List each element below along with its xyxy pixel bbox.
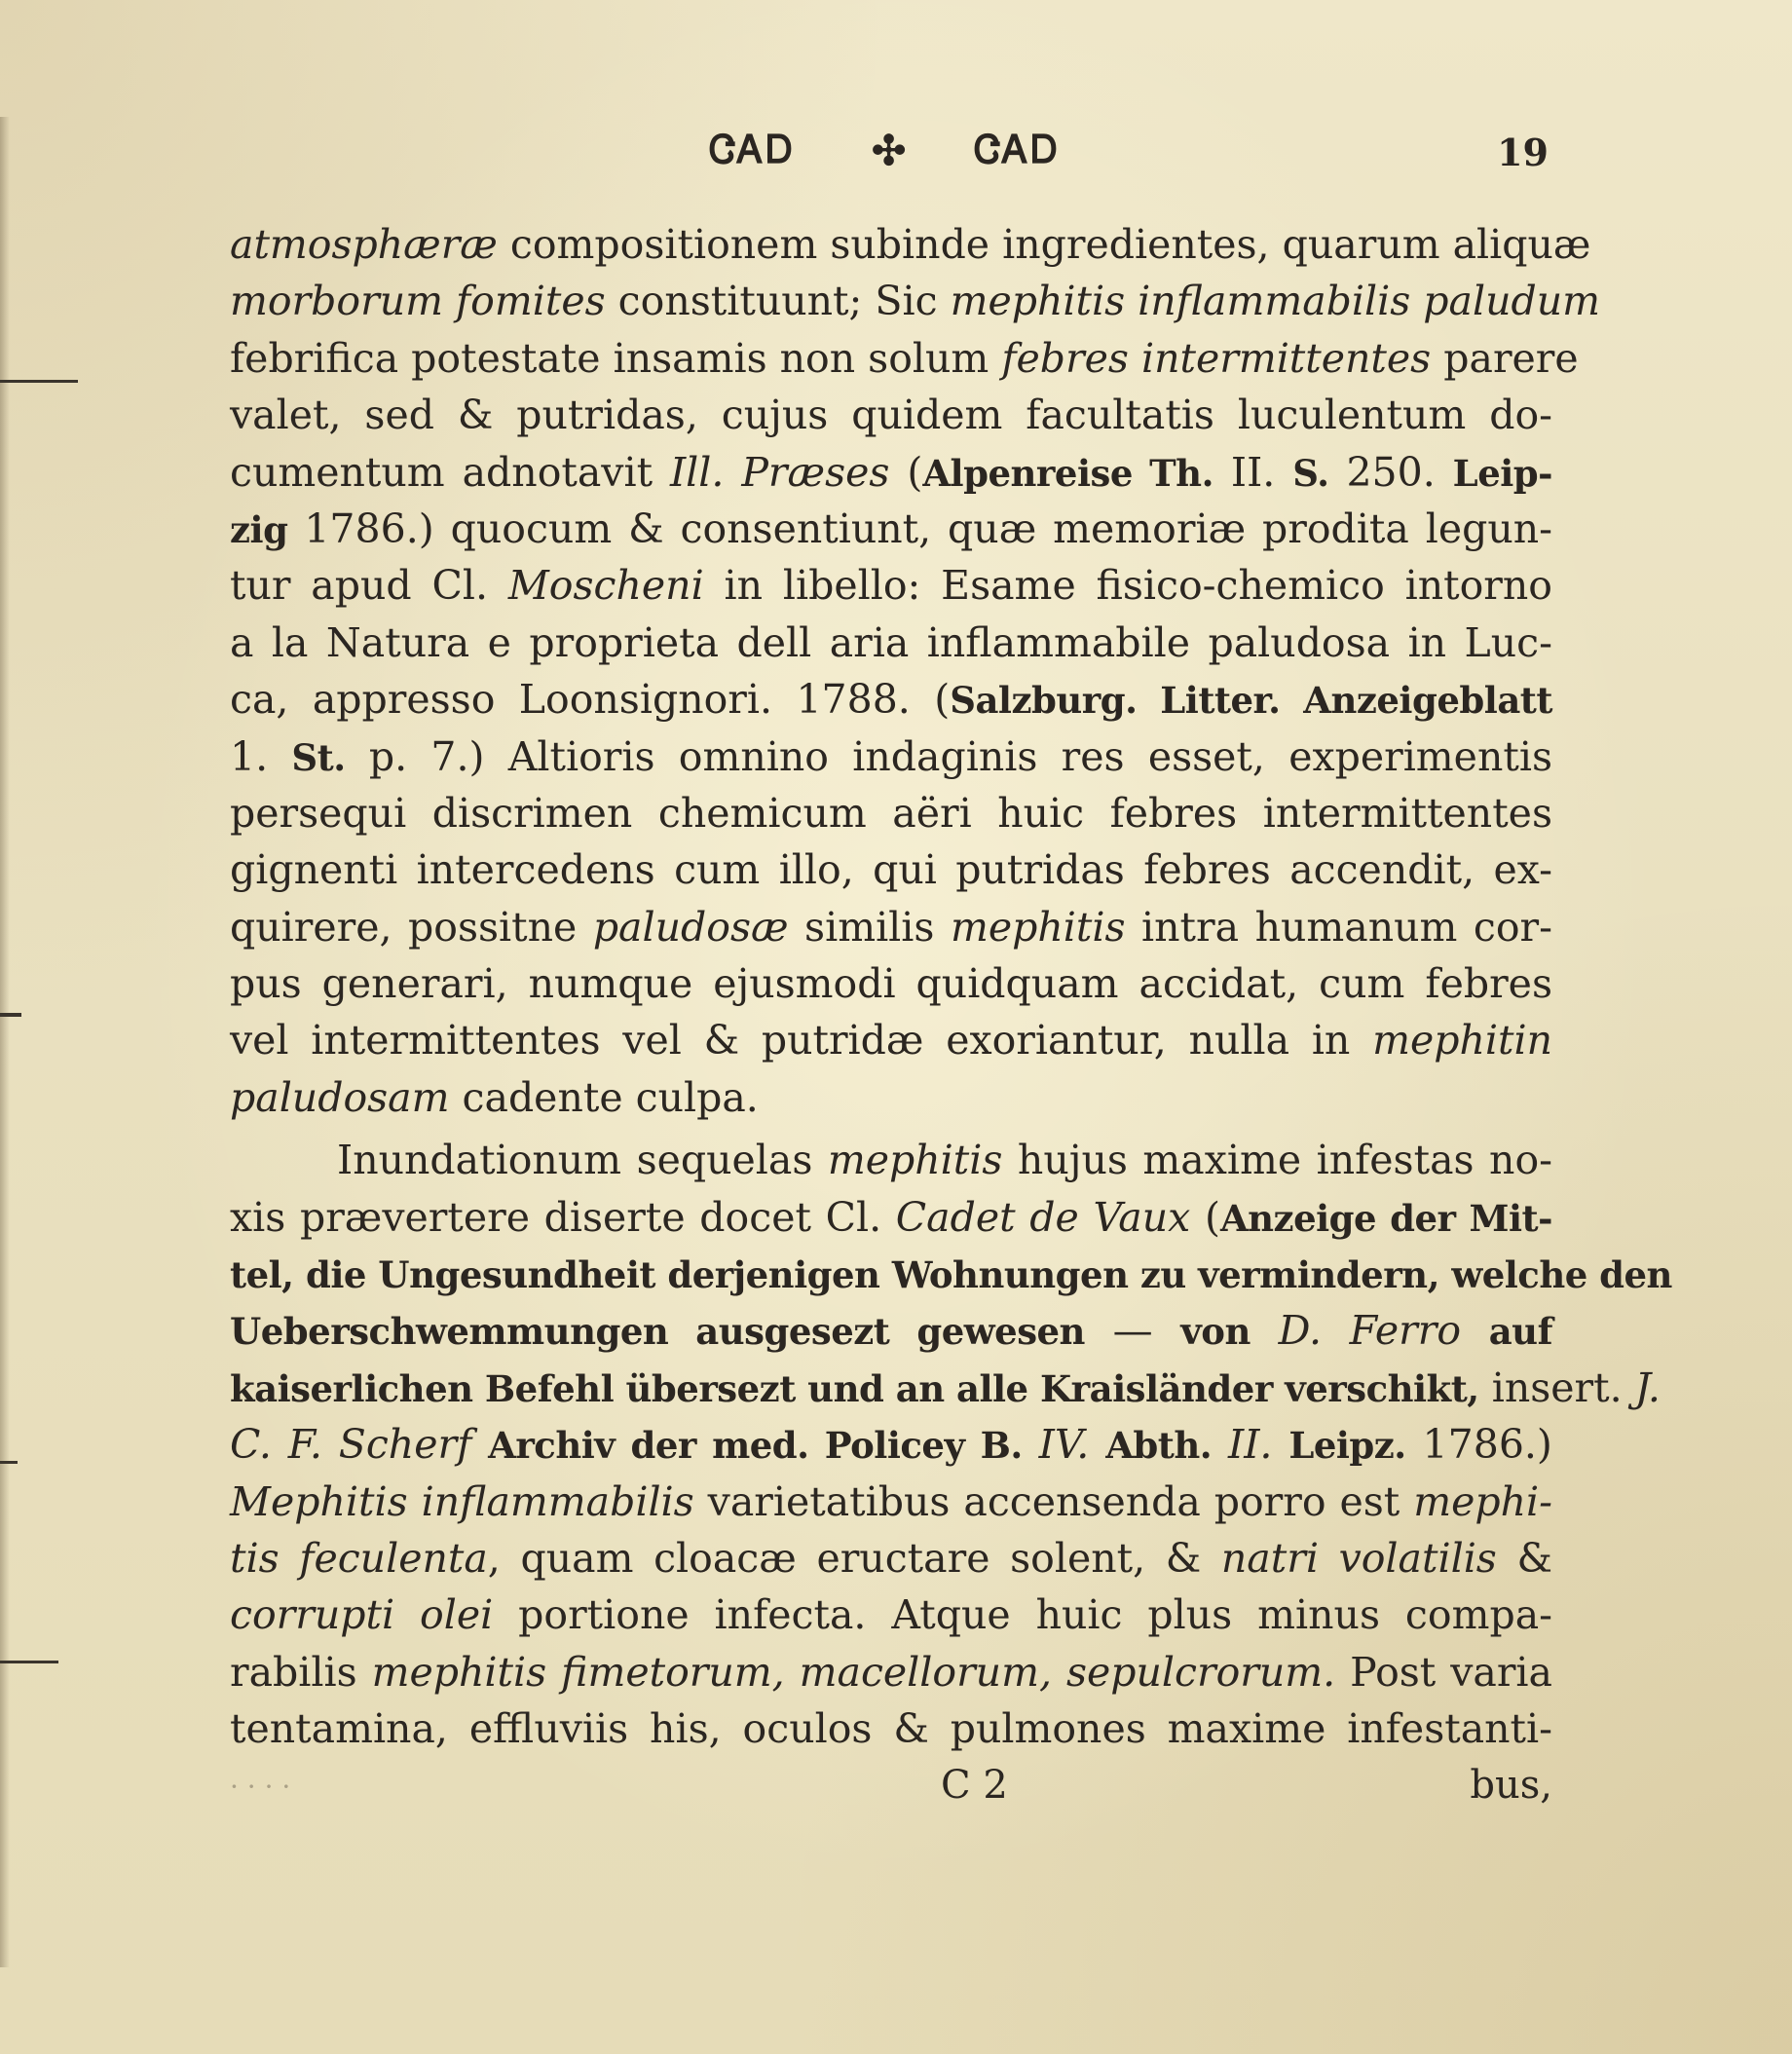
roman-text: persequi discrimen chemicum aëri huic febres intermittentes bbox=[230, 789, 1552, 837]
blackletter-text: Archiv der med. Policey B. bbox=[488, 1424, 1023, 1468]
text-line bbox=[230, 273, 1601, 329]
italic-text: Ill. Præses bbox=[669, 448, 890, 496]
roman-text: cumentum adnotavit bbox=[230, 448, 670, 496]
binding-thread-mark bbox=[0, 1461, 18, 1464]
roman-text: vel intermittentes vel & putridæ exoriantur, nulla in bbox=[230, 1017, 1373, 1064]
text-line bbox=[230, 216, 1591, 273]
roman-text bbox=[1089, 1421, 1105, 1468]
blackletter-text: St. bbox=[291, 735, 346, 779]
roman-text: febrifica potestate insamis non solum bbox=[230, 334, 1002, 382]
italic-text: paludosam bbox=[230, 1073, 450, 1121]
blackletter-text: zig bbox=[230, 507, 288, 551]
roman-text bbox=[1212, 1421, 1228, 1468]
italic-text: J. bbox=[1634, 1363, 1661, 1411]
binding-thread-mark bbox=[0, 380, 78, 383]
italic-text: febres intermittentes bbox=[1001, 334, 1432, 382]
roman-text bbox=[1272, 1421, 1288, 1468]
blackletter-text: von bbox=[1180, 1310, 1251, 1354]
roman-text: 1786.) bbox=[1405, 1421, 1552, 1469]
roman-text: ( bbox=[1190, 1193, 1220, 1241]
roman-text bbox=[1461, 1307, 1489, 1354]
roman-text: varietatibus accensenda porro est bbox=[693, 1477, 1414, 1525]
headpiece-ornament-center: ✣ bbox=[872, 127, 909, 174]
text-line bbox=[230, 1360, 1661, 1416]
binding-thread-mark bbox=[0, 1661, 58, 1663]
roman-text bbox=[471, 1421, 488, 1468]
text-line bbox=[230, 1302, 1552, 1359]
roman-text: & bbox=[1496, 1534, 1553, 1582]
binding-shadow bbox=[0, 117, 10, 1967]
italic-text: corrupti olei bbox=[230, 1591, 494, 1639]
roman-text: portione infecta. Atque huic plus minus compa- bbox=[493, 1591, 1552, 1639]
running-head bbox=[0, 127, 1792, 185]
roman-text: intra humanum cor- bbox=[1125, 903, 1552, 951]
roman-text: p. 7.) Altioris omnino indaginis res esset, experimentis bbox=[345, 732, 1552, 780]
blackletter-text: Leip- bbox=[1452, 451, 1553, 495]
roman-text: ( bbox=[889, 448, 923, 496]
text-line bbox=[230, 1644, 1552, 1700]
roman-text: similis bbox=[788, 903, 951, 951]
text-line bbox=[230, 330, 1579, 387]
roman-text: Post varia bbox=[1335, 1648, 1552, 1696]
blackletter-text: Ueberschwemmungen ausgesezt gewesen bbox=[230, 1310, 1085, 1354]
blackletter-text: tel, die Ungesundheit derjenigen Wohnungen zu vermindern, welche den bbox=[230, 1253, 1672, 1297]
italic-text: morborum fomites bbox=[230, 278, 606, 325]
text-line bbox=[230, 841, 1552, 898]
italic-text: mephitis fimetorum, macellorum, sepulcrorum. bbox=[371, 1648, 1336, 1696]
text-line bbox=[230, 1132, 1552, 1188]
text-line bbox=[230, 899, 1552, 955]
text-line bbox=[230, 1530, 1552, 1587]
roman-text: cadente culpa. bbox=[449, 1073, 759, 1121]
body-text bbox=[230, 216, 1672, 1758]
italic-text: atmosphæræ bbox=[230, 221, 498, 268]
roman-text bbox=[1023, 1421, 1039, 1468]
roman-text: compositionem subinde ingredientes, quarum aliquæ bbox=[497, 221, 1591, 268]
text-line bbox=[230, 728, 1552, 785]
text-line bbox=[230, 1189, 1552, 1246]
italic-text: Moscheni bbox=[507, 562, 704, 610]
text-line bbox=[230, 1416, 1552, 1473]
roman-text: gignenti intercedens cum illo, qui putridas febres accendit, ex- bbox=[230, 846, 1552, 894]
roman-text: xis prævertere diserte docet Cl. bbox=[230, 1193, 896, 1241]
headpiece-ornament-right: ᏣᎪᎠ bbox=[974, 127, 1060, 172]
blackletter-text: Abth. bbox=[1105, 1424, 1213, 1468]
text-line bbox=[230, 444, 1552, 501]
roman-text: hujus maxime infestas no- bbox=[1002, 1137, 1553, 1184]
text-line bbox=[230, 387, 1552, 443]
text-line bbox=[230, 1069, 1552, 1126]
italic-text: mephitis inflammabilis paludum bbox=[950, 278, 1601, 325]
page-footer bbox=[230, 1763, 1552, 1811]
italic-text: paludosæ bbox=[592, 903, 789, 951]
italic-text: C. F. Scherf bbox=[230, 1421, 472, 1469]
text-line bbox=[230, 501, 1552, 557]
roman-text: II. bbox=[1213, 448, 1293, 496]
roman-text: a la Natura e proprieta dell aria inflammabile paludosa in Luc- bbox=[230, 618, 1552, 666]
italic-text: Mephitis inflammabilis bbox=[230, 1477, 694, 1525]
italic-text: D. Ferro bbox=[1278, 1307, 1462, 1355]
blackletter-text: Salzburg. Litter. Anzeigeblatt bbox=[950, 679, 1552, 723]
italic-text: Cadet de Vaux bbox=[895, 1193, 1191, 1241]
headpiece-ornament-left: ᏣᎪᎠ bbox=[709, 127, 795, 172]
roman-text: constituunt; Sic bbox=[605, 278, 951, 325]
roman-text: Inundationum sequelas bbox=[337, 1137, 828, 1184]
printer-signature-mark: C 2 bbox=[941, 1763, 1008, 1808]
roman-text bbox=[1251, 1307, 1279, 1354]
text-line bbox=[230, 1246, 1672, 1302]
text-line bbox=[230, 1587, 1552, 1643]
blackletter-text: auf bbox=[1488, 1310, 1552, 1354]
italic-text: mephitis bbox=[950, 903, 1126, 951]
blackletter-text: kaiserlichen Befehl übersezt und an alle Kraisländer verschikt, bbox=[230, 1366, 1479, 1410]
roman-text: pus generari, numque ejusmodi quidquam accidat, cum febres bbox=[230, 960, 1552, 1008]
roman-text: , quam cloacæ eructare solent, & bbox=[487, 1534, 1221, 1582]
italic-text: natri volatilis bbox=[1220, 1534, 1497, 1582]
text-line bbox=[230, 557, 1552, 614]
ink-smudge: · · · · bbox=[230, 1771, 291, 1803]
blackletter-text: Leipz. bbox=[1288, 1424, 1406, 1468]
roman-text: in libello: Esame fisico-chemico intorno bbox=[703, 562, 1552, 610]
italic-text: mephi- bbox=[1413, 1477, 1552, 1525]
roman-text: rabilis bbox=[230, 1648, 372, 1696]
roman-text: 1. bbox=[230, 732, 292, 780]
roman-text: insert. bbox=[1478, 1363, 1635, 1411]
roman-text: 250. bbox=[1328, 448, 1453, 496]
roman-text: ca, appresso Loonsignori. 1788. ( bbox=[230, 676, 951, 724]
roman-text: valet, sed & putridas, cujus quidem facultatis luculentum do- bbox=[230, 392, 1552, 439]
text-line bbox=[230, 955, 1552, 1012]
italic-text: tis feculenta bbox=[230, 1534, 488, 1582]
italic-text: mephitis bbox=[827, 1137, 1003, 1184]
roman-text: tentamina, effluviis his, oculos & pulmones maxime infestanti- bbox=[230, 1705, 1552, 1753]
page-number: 19 bbox=[1497, 131, 1549, 174]
italic-text: mephitin bbox=[1372, 1017, 1552, 1064]
blackletter-text: Alpenreise Th. bbox=[922, 451, 1213, 495]
text-line bbox=[230, 615, 1552, 671]
text-line bbox=[230, 671, 1552, 728]
italic-text: IV. bbox=[1038, 1421, 1090, 1469]
roman-text: 1786.) quocum & consentiunt, quæ memoriæ prodita legun- bbox=[287, 504, 1552, 552]
text-line bbox=[230, 1700, 1552, 1757]
italic-text: II. bbox=[1228, 1421, 1273, 1469]
roman-text: — bbox=[1084, 1307, 1181, 1355]
text-line bbox=[230, 785, 1552, 841]
roman-text: parere bbox=[1431, 334, 1579, 382]
catchword: bus, bbox=[1470, 1763, 1552, 1808]
blackletter-text: S. bbox=[1292, 451, 1329, 495]
roman-text: quirere, possitne bbox=[230, 903, 593, 951]
text-line bbox=[230, 1012, 1552, 1068]
roman-text: tur apud Cl. bbox=[230, 562, 508, 610]
binding-thread-mark bbox=[0, 1013, 21, 1017]
text-line bbox=[230, 1474, 1552, 1530]
blackletter-text: Anzeige der Mit- bbox=[1219, 1196, 1552, 1240]
